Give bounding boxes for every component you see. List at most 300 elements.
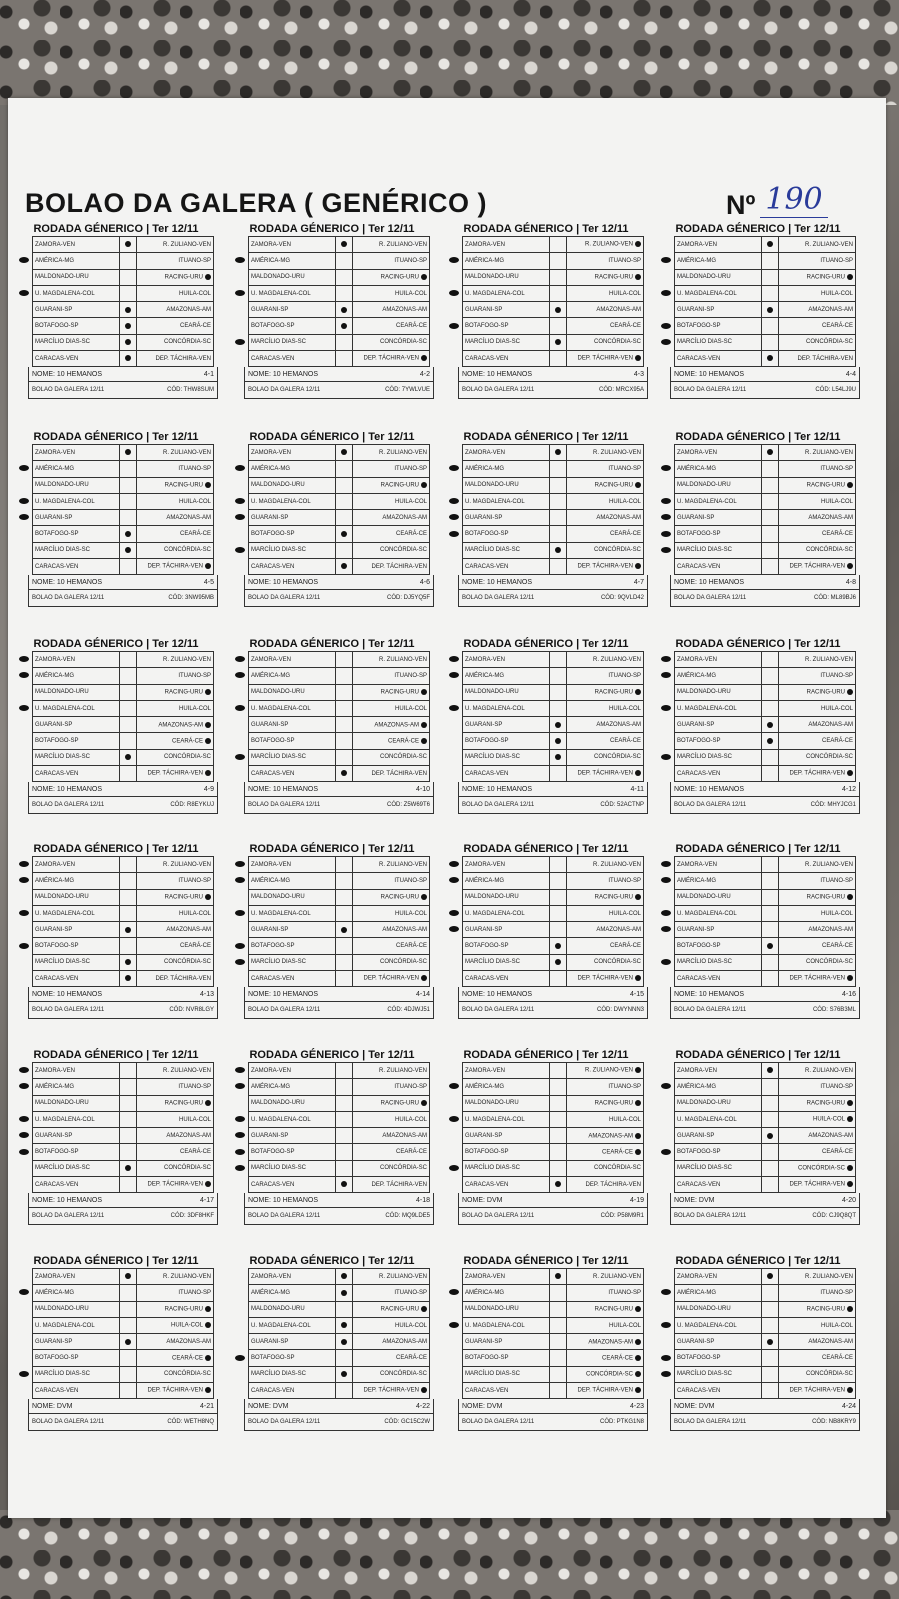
away-team: CONCÓRDIA-SC [567, 954, 644, 970]
away-team: HUILA-COL [137, 1111, 214, 1127]
pick-home-mark [661, 514, 671, 520]
away-team: RACING-URU [567, 889, 644, 905]
home-team: AMÉRICA-MG [463, 461, 550, 477]
away-team: CONCÓRDIA-SC [567, 334, 644, 350]
draw-cell [119, 733, 136, 749]
away-team: CEARÁ-CE [779, 1350, 856, 1366]
game-row [33, 318, 214, 334]
footer-label: BOLAO DA GALERA 12/11 [462, 802, 535, 809]
footer-label: BOLAO DA GALERA 12/11 [462, 1419, 535, 1426]
home-team: CARACAS-VEN [249, 1383, 336, 1399]
card-code: CÓD: 3NW95MB [168, 595, 214, 602]
draw-cell [119, 971, 136, 987]
game-row [463, 302, 644, 318]
games-block [234, 651, 430, 782]
games-block [448, 1062, 644, 1193]
away-team: DEP. TÁCHIRA-VEN [353, 559, 430, 575]
away-team: R. ZULIANO-VEN [353, 652, 430, 668]
draw-cell [761, 1317, 778, 1333]
card-title: RODADA GÉNERICO | Ter 12/11 [463, 1049, 629, 1061]
draw-cell [335, 1128, 352, 1144]
away-team: CEARÁ-CE [779, 1144, 856, 1160]
sheet-number-handwritten: 190 [760, 182, 828, 218]
home-team: U. MAGDALENA-COL [33, 700, 120, 716]
pick-away-mark [205, 738, 211, 744]
game-row [675, 445, 856, 461]
draw-cell [335, 766, 352, 782]
away-team: CEARÁ-CE [567, 1144, 644, 1160]
away-team: ITUANO-SP [567, 668, 644, 684]
draw-cell [335, 269, 352, 285]
games-block [18, 444, 214, 575]
pick-home-mark [661, 339, 671, 345]
away-team: CEARÁ-CE [353, 1350, 430, 1366]
away-team: DEP. TÁCHIRA-VEN [353, 1177, 430, 1193]
card-name-row [244, 987, 434, 1002]
card-title: RODADA GÉNERICO | Ter 12/11 [249, 223, 415, 235]
card-title: RODADA GÉNERICO | Ter 12/11 [33, 843, 199, 855]
draw-cell [335, 1334, 352, 1350]
away-team: R. ZULIANO-VEN [137, 857, 214, 873]
away-team: CEARÁ-CE [353, 1144, 430, 1160]
card-id: 4-23 [629, 1403, 644, 1411]
pick-home-mark [661, 1289, 671, 1295]
card-name-row [458, 1399, 648, 1414]
game-row [249, 873, 430, 889]
game-row [463, 668, 644, 684]
card-id: 4-11 [630, 786, 644, 794]
pick-away-mark [635, 1371, 641, 1377]
pick-draw-mark [341, 1339, 347, 1345]
game-row [249, 889, 430, 905]
pick-away-mark [205, 1181, 211, 1187]
home-team: BOTAFOGO-SP [463, 1350, 550, 1366]
bet-card [660, 1048, 856, 1225]
home-team: ZAMORA-VEN [675, 857, 762, 873]
away-team: RACING-URU [137, 1301, 214, 1317]
home-team: ZAMORA-VEN [463, 445, 550, 461]
away-team: ITUANO-SP [779, 253, 856, 269]
draw-cell [335, 954, 352, 970]
home-team: BOTAFOGO-SP [463, 318, 550, 334]
pick-home-mark [235, 514, 245, 520]
home-team: MARCÍLIO DIAS-SC [33, 334, 120, 350]
draw-cell [761, 857, 778, 873]
game-row [249, 1269, 430, 1285]
bettor-name: NOME: DVM [674, 1197, 715, 1205]
away-team: CEARÁ-CE [353, 318, 430, 334]
away-team: RACING-URU [137, 889, 214, 905]
card-id: 4-22 [415, 1403, 430, 1411]
card-title: RODADA GÉNERICO | Ter 12/11 [675, 1049, 841, 1061]
draw-cell [119, 318, 136, 334]
home-team: AMÉRICA-MG [675, 1079, 762, 1095]
bettor-name: NOME: 10 HEMANOS [248, 991, 319, 999]
card-title: RODADA GÉNERICO | Ter 12/11 [249, 843, 415, 855]
away-team: CONCÓRDIA-SC [779, 542, 856, 558]
pick-away-mark [635, 1067, 641, 1073]
game-row [249, 1160, 430, 1176]
game-row [675, 905, 856, 921]
game-row [249, 1144, 430, 1160]
card-name-row [244, 1193, 434, 1208]
games-block [234, 856, 430, 987]
home-team: MALDONADO-URU [675, 889, 762, 905]
card-code: CÓD: THW8SUM [167, 387, 214, 394]
draw-cell [335, 733, 352, 749]
game-row [249, 510, 430, 526]
game-row [463, 1366, 644, 1382]
home-team: MARCÍLIO DIAS-SC [33, 954, 120, 970]
draw-cell [549, 873, 566, 889]
pick-draw-mark [767, 355, 773, 361]
draw-cell [761, 1160, 778, 1176]
pick-draw-mark [341, 770, 347, 776]
away-team: RACING-URU [779, 1095, 856, 1111]
draw-cell [549, 461, 566, 477]
draw-cell [335, 857, 352, 873]
draw-cell [119, 269, 136, 285]
betting-sheet [8, 98, 886, 1518]
game-row [463, 1334, 644, 1350]
pick-home-mark [449, 656, 459, 662]
away-team: AMAZONAS-AM [567, 510, 644, 526]
pick-home-mark [19, 1132, 29, 1138]
pick-home-mark [449, 1322, 459, 1328]
draw-cell [761, 1383, 778, 1399]
pick-away-mark [635, 1339, 641, 1345]
card-title: RODADA GÉNERICO | Ter 12/11 [463, 638, 629, 650]
draw-cell [119, 510, 136, 526]
games-table [248, 236, 430, 367]
pick-home-mark [235, 656, 245, 662]
card-footer [244, 382, 434, 399]
game-row [675, 1317, 856, 1333]
game-row [675, 253, 856, 269]
pick-home-mark [661, 531, 671, 537]
away-team: R. ZULIANO-VEN [567, 857, 644, 873]
draw-cell [761, 1269, 778, 1285]
games-block [448, 651, 644, 782]
bettor-name: NOME: 10 HEMANOS [248, 786, 319, 794]
away-team: CONCÓRDIA-SC [137, 334, 214, 350]
home-team: AMÉRICA-MG [249, 873, 336, 889]
card-footer [458, 1002, 648, 1019]
pick-home-mark [19, 943, 29, 949]
game-row [463, 237, 644, 253]
game-row [675, 873, 856, 889]
game-row [33, 1285, 214, 1301]
away-team: HUILA-COL [779, 905, 856, 921]
draw-cell [335, 1160, 352, 1176]
game-row [33, 700, 214, 716]
home-team: GUARANI-SP [33, 717, 120, 733]
away-team: R. ZULIANO-VEN [779, 857, 856, 873]
pick-away-mark [421, 689, 427, 695]
home-team: U. MAGDALENA-COL [675, 285, 762, 301]
card-id: 4-3 [633, 371, 644, 379]
away-team: CEARÁ-CE [567, 318, 644, 334]
draw-cell [335, 1301, 352, 1317]
home-team: ZAMORA-VEN [463, 1063, 550, 1079]
draw-cell [549, 477, 566, 493]
draw-cell [761, 1177, 778, 1193]
pick-home-mark [661, 1149, 671, 1155]
game-row [33, 1095, 214, 1111]
draw-cell [761, 1111, 778, 1127]
away-team: DEP. TÁCHIRA-VEN [779, 351, 856, 367]
footer-label: BOLAO DA GALERA 12/11 [462, 1007, 535, 1014]
away-team: ITUANO-SP [137, 1285, 214, 1301]
away-team: AMAZONAS-AM [567, 302, 644, 318]
pick-draw-mark [341, 1322, 347, 1328]
away-team: HUILA-COL [779, 1111, 856, 1127]
bettor-name: NOME: 10 HEMANOS [32, 991, 103, 999]
games-table [674, 1062, 856, 1193]
game-row [675, 493, 856, 509]
away-team: R. ZULIANO-VEN [567, 237, 644, 253]
draw-cell [761, 652, 778, 668]
home-team: MARCÍLIO DIAS-SC [33, 749, 120, 765]
pick-home-mark [235, 910, 245, 916]
draw-cell [119, 1366, 136, 1382]
away-team: DEP. TÁCHIRA-VEN [137, 766, 214, 782]
game-row [463, 1383, 644, 1399]
home-team: U. MAGDALENA-COL [675, 1317, 762, 1333]
pick-draw-mark [767, 1339, 773, 1345]
away-team: HUILA-COL [353, 1317, 430, 1333]
game-row [33, 269, 214, 285]
home-team: U. MAGDALENA-COL [675, 1111, 762, 1127]
draw-cell [761, 1350, 778, 1366]
card-footer [28, 1208, 218, 1225]
pick-away-mark [847, 482, 853, 488]
card-name-row [670, 575, 860, 590]
bet-card [18, 430, 214, 607]
card-title: RODADA GÉNERICO | Ter 12/11 [675, 638, 841, 650]
draw-cell [335, 510, 352, 526]
draw-cell [335, 445, 352, 461]
away-team: CEARÁ-CE [567, 1350, 644, 1366]
home-team: CARACAS-VEN [463, 351, 550, 367]
draw-cell [549, 1063, 566, 1079]
draw-cell [761, 700, 778, 716]
away-team: RACING-URU [567, 1301, 644, 1317]
game-row [463, 559, 644, 575]
games-block [660, 856, 856, 987]
pick-draw-mark [555, 1181, 561, 1187]
card-code: CÓD: L54LJ9U [815, 387, 856, 394]
home-team: BOTAFOGO-SP [463, 1144, 550, 1160]
home-team: U. MAGDALENA-COL [249, 905, 336, 921]
pick-home-mark [661, 926, 671, 932]
draw-cell [335, 889, 352, 905]
home-team: ZAMORA-VEN [33, 1269, 120, 1285]
card-name-row [670, 1399, 860, 1414]
pick-home-mark [19, 1289, 29, 1295]
card-name-row [670, 367, 860, 382]
games-block [660, 444, 856, 575]
home-team: BOTAFOGO-SP [675, 1350, 762, 1366]
game-row [33, 302, 214, 318]
card-code: CÓD: ML89BJ6 [813, 595, 856, 602]
card-id: 4-17 [199, 1197, 214, 1205]
pick-away-mark [205, 563, 211, 569]
draw-cell [549, 733, 566, 749]
game-row [463, 971, 644, 987]
draw-cell [549, 1128, 566, 1144]
draw-cell [335, 684, 352, 700]
card-name-row [458, 575, 648, 590]
away-team: HUILA-COL [567, 493, 644, 509]
home-team: CARACAS-VEN [675, 559, 762, 575]
away-team: CONCÓRDIA-SC [567, 1160, 644, 1176]
card-name-row [458, 987, 648, 1002]
game-row [249, 493, 430, 509]
pick-home-mark [449, 910, 459, 916]
away-team: R. ZULIANO-VEN [779, 237, 856, 253]
home-team: MALDONADO-URU [33, 1301, 120, 1317]
pick-draw-mark [555, 339, 561, 345]
card-name-row [28, 1193, 218, 1208]
pick-away-mark [421, 738, 427, 744]
away-team: AMAZONAS-AM [567, 1334, 644, 1350]
pick-home-mark [449, 514, 459, 520]
game-row [463, 1111, 644, 1127]
home-team: AMÉRICA-MG [33, 461, 120, 477]
game-row [249, 318, 430, 334]
card-id: 4-24 [841, 1403, 856, 1411]
game-row [249, 559, 430, 575]
games-table [32, 444, 214, 575]
game-row [463, 510, 644, 526]
bet-card [448, 222, 644, 399]
home-team: CARACAS-VEN [675, 351, 762, 367]
draw-cell [119, 285, 136, 301]
draw-cell [119, 1128, 136, 1144]
home-team: MARCÍLIO DIAS-SC [249, 334, 336, 350]
game-row [249, 766, 430, 782]
game-row [249, 717, 430, 733]
home-team: AMÉRICA-MG [463, 253, 550, 269]
pick-draw-mark [125, 1339, 131, 1345]
away-team: HUILA-COL [567, 700, 644, 716]
away-team: HUILA-COL [353, 285, 430, 301]
card-code: CÓD: PTKG1N8 [599, 1419, 644, 1426]
pick-away-mark [847, 1387, 853, 1393]
bettor-name: NOME: 10 HEMANOS [674, 579, 745, 587]
away-team: CEARÁ-CE [137, 733, 214, 749]
away-team: R. ZULIANO-VEN [567, 1269, 644, 1285]
home-team: ZAMORA-VEN [249, 1269, 336, 1285]
away-team: CEARÁ-CE [137, 938, 214, 954]
draw-cell [335, 477, 352, 493]
game-row [463, 1128, 644, 1144]
draw-cell [761, 749, 778, 765]
home-team: ZAMORA-VEN [33, 857, 120, 873]
away-team: RACING-URU [353, 477, 430, 493]
away-team: RACING-URU [353, 269, 430, 285]
pick-away-mark [847, 274, 853, 280]
card-footer [670, 590, 860, 607]
draw-cell [119, 302, 136, 318]
home-team: MARCÍLIO DIAS-SC [675, 1160, 762, 1176]
away-team: ITUANO-SP [353, 873, 430, 889]
draw-cell [335, 873, 352, 889]
pick-away-mark [635, 355, 641, 361]
game-row [249, 652, 430, 668]
home-team: MARCÍLIO DIAS-SC [463, 334, 550, 350]
pick-home-mark [661, 877, 671, 883]
home-team: BOTAFOGO-SP [675, 526, 762, 542]
bettor-name: NOME: 10 HEMANOS [32, 371, 103, 379]
home-team: AMÉRICA-MG [675, 461, 762, 477]
home-team: CARACAS-VEN [675, 766, 762, 782]
draw-cell [335, 1366, 352, 1382]
draw-cell [761, 922, 778, 938]
pick-home-mark [449, 1289, 459, 1295]
home-team: MALDONADO-URU [249, 1301, 336, 1317]
draw-cell [761, 733, 778, 749]
home-team: GUARANI-SP [249, 510, 336, 526]
away-team: AMAZONAS-AM [779, 717, 856, 733]
card-code: CÓD: GC15C2W [384, 1419, 430, 1426]
card-code: CÓD: 7YWLVUE [385, 387, 430, 394]
card-name-row [28, 1399, 218, 1414]
home-team: AMÉRICA-MG [249, 1285, 336, 1301]
game-row [249, 1350, 430, 1366]
game-row [249, 302, 430, 318]
draw-cell [119, 1160, 136, 1176]
draw-cell [549, 302, 566, 318]
footer-label: BOLAO DA GALERA 12/11 [462, 1213, 535, 1220]
pick-draw-mark [555, 1273, 561, 1279]
pick-away-mark [421, 274, 427, 280]
card-code: CÓD: DJ5YQ5F [386, 595, 430, 602]
draw-cell [761, 334, 778, 350]
card-name-row [28, 367, 218, 382]
home-team: AMÉRICA-MG [463, 873, 550, 889]
pick-away-mark [847, 1306, 853, 1312]
game-row [675, 1079, 856, 1095]
draw-cell [119, 684, 136, 700]
home-team: BOTAFOGO-SP [249, 1144, 336, 1160]
pick-home-mark [19, 514, 29, 520]
bettor-name: NOME: 10 HEMANOS [462, 371, 533, 379]
card-id: 4-8 [845, 579, 856, 587]
draw-cell [335, 285, 352, 301]
game-row [33, 889, 214, 905]
pick-home-mark [449, 1116, 459, 1122]
game-row [33, 857, 214, 873]
draw-cell [119, 905, 136, 921]
game-row [463, 684, 644, 700]
pick-home-mark [661, 910, 671, 916]
games-table [674, 236, 856, 367]
pick-draw-mark [767, 449, 773, 455]
game-row [463, 334, 644, 350]
home-team: AMÉRICA-MG [33, 1079, 120, 1095]
home-team: BOTAFOGO-SP [33, 733, 120, 749]
card-id: 4-16 [841, 991, 856, 999]
footer-label: BOLAO DA GALERA 12/11 [674, 802, 747, 809]
game-row [33, 1177, 214, 1193]
away-team: HUILA-COL [353, 700, 430, 716]
game-row [463, 1079, 644, 1095]
home-team: BOTAFOGO-SP [33, 938, 120, 954]
games-block [234, 1268, 430, 1399]
home-team: MALDONADO-URU [463, 684, 550, 700]
